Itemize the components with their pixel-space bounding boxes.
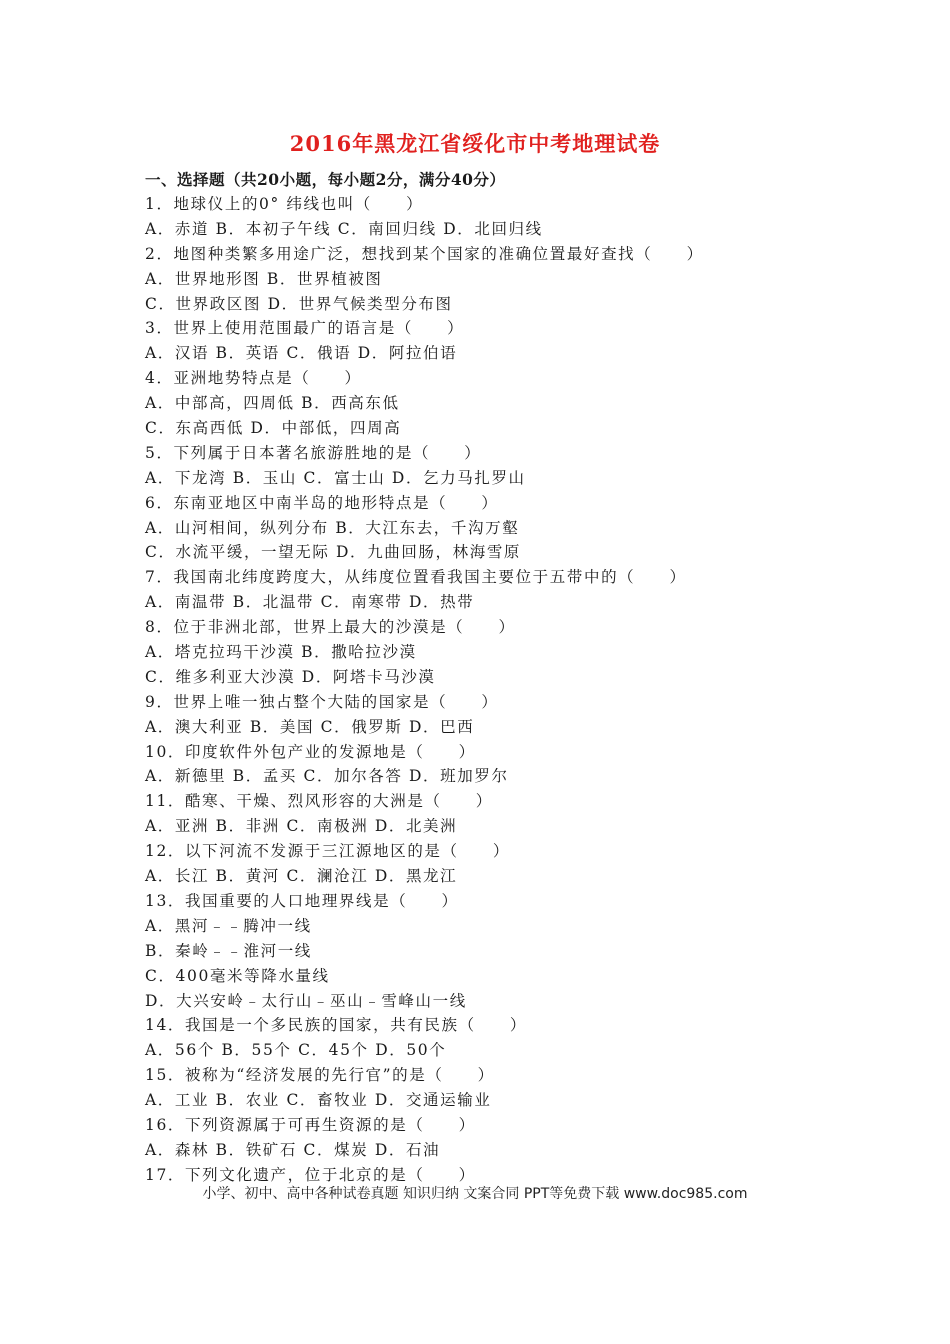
option-line: A．长江 B．黄河 C．澜沧江 D．黑龙江 bbox=[145, 867, 458, 886]
question-line: 4．亚洲地势特点是（ ） bbox=[145, 369, 362, 388]
option-line: A．山河相间，纵列分布 B．大江东去，千沟万壑 bbox=[145, 518, 520, 537]
option-line: A．汉语 B．英语 C．俄语 D．阿拉伯语 bbox=[145, 344, 458, 363]
option-line: C．世界政区图 D．世界气候类型分布图 bbox=[145, 294, 453, 313]
question-line: 16．下列资源属于可再生资源的是（ ） bbox=[145, 1115, 476, 1134]
option-line: A．工业 B．农业 C．畜牧业 D．交通运输业 bbox=[145, 1091, 492, 1110]
question-line: 8．位于非洲北部，世界上最大的沙漠是（ ） bbox=[145, 618, 516, 637]
page-title: 2016年黑龙江省绥化市中考地理试卷 bbox=[289, 131, 661, 156]
question-line: 17．下列文化遗产，位于北京的是（ ） bbox=[145, 1165, 476, 1184]
option-line: A．新德里 B．孟买 C．加尔各答 D．班加罗尔 bbox=[145, 767, 509, 786]
page-footer: 小学、初中、高中各种试卷真题 知识归纳 文案合同 PPT等免费下载 www.doc985.com bbox=[202, 1186, 748, 1202]
option-line: A．世界地形图 B．世界植被图 bbox=[145, 269, 383, 288]
option-line: C．东高西低 D．中部低，四周高 bbox=[145, 419, 402, 438]
option-line: A．黑河﹣﹣腾冲一线 bbox=[145, 916, 312, 935]
question-line: 13．我国重要的人口地理界线是（ ） bbox=[145, 891, 459, 910]
option-line: C．400毫米等降水量线 bbox=[145, 966, 330, 985]
option-line: A．塔克拉玛干沙漠 B．撒哈拉沙漠 bbox=[145, 643, 417, 662]
question-line: 14．我国是一个多民族的国家，共有民族（ ） bbox=[145, 1016, 528, 1035]
question-line: 10．印度软件外包产业的发源地是（ ） bbox=[145, 742, 476, 761]
option-line: D．大兴安岭﹣太行山﹣巫山﹣雪峰山一线 bbox=[145, 991, 467, 1010]
option-line: C．维多利亚大沙漠 D．阿塔卡马沙漠 bbox=[145, 667, 436, 686]
option-line: B．秦岭﹣﹣淮河一线 bbox=[145, 941, 312, 960]
option-line: A．澳大利亚 B．美国 C．俄罗斯 D．巴西 bbox=[145, 717, 475, 736]
question-line: 9．世界上唯一独占整个大陆的国家是（ ） bbox=[145, 692, 499, 711]
option-line: A．56个 B．55个 C．45个 D．50个 bbox=[145, 1041, 447, 1060]
question-line: 6．东南亚地区中南半岛的地形特点是（ ） bbox=[145, 493, 499, 512]
option-line: A．森林 B．铁矿石 C．煤炭 D．石油 bbox=[145, 1140, 441, 1159]
question-line: 11．酷寒、干燥、烈风形容的大洲是（ ） bbox=[145, 792, 493, 811]
question-list bbox=[145, 192, 845, 1188]
option-line: A．下龙湾 B．玉山 C．富士山 D．乞力马扎罗山 bbox=[145, 468, 526, 487]
question-line: 7．我国南北纬度跨度大，从纬度位置看我国主要位于五带中的（ ） bbox=[145, 568, 687, 587]
question-line: 5．下列属于日本著名旅游胜地的是（ ） bbox=[145, 443, 482, 462]
question-line: 12．以下河流不发源于三江源地区的是（ ） bbox=[145, 842, 510, 861]
question-line: 2．地图种类繁多用途广泛，想找到某个国家的准确位置最好查找（ ） bbox=[145, 244, 704, 263]
option-line: C．水流平缓，一望无际 D．九曲回肠，林海雪原 bbox=[145, 543, 522, 562]
option-line: A．亚洲 B．非洲 C．南极洲 D．北美洲 bbox=[145, 817, 458, 836]
option-line: A．南温带 B．北温带 C．南寒带 D．热带 bbox=[145, 593, 475, 612]
option-line: A．赤道 B．本初子午线 C．南回归线 D．北回归线 bbox=[145, 219, 543, 238]
option-line: A．中部高，四周低 B．西高东低 bbox=[145, 394, 400, 413]
question-line: 3．世界上使用范围最广的语言是（ ） bbox=[145, 319, 465, 338]
question-line: 1．地球仪上的0° 纬线也叫（ ） bbox=[145, 195, 424, 213]
question-line: 15．被称为“经济发展的先行官”的是（ ） bbox=[145, 1066, 495, 1085]
section-heading: 一、选择题（共20小题，每小题2分，满分40分） bbox=[145, 170, 506, 189]
